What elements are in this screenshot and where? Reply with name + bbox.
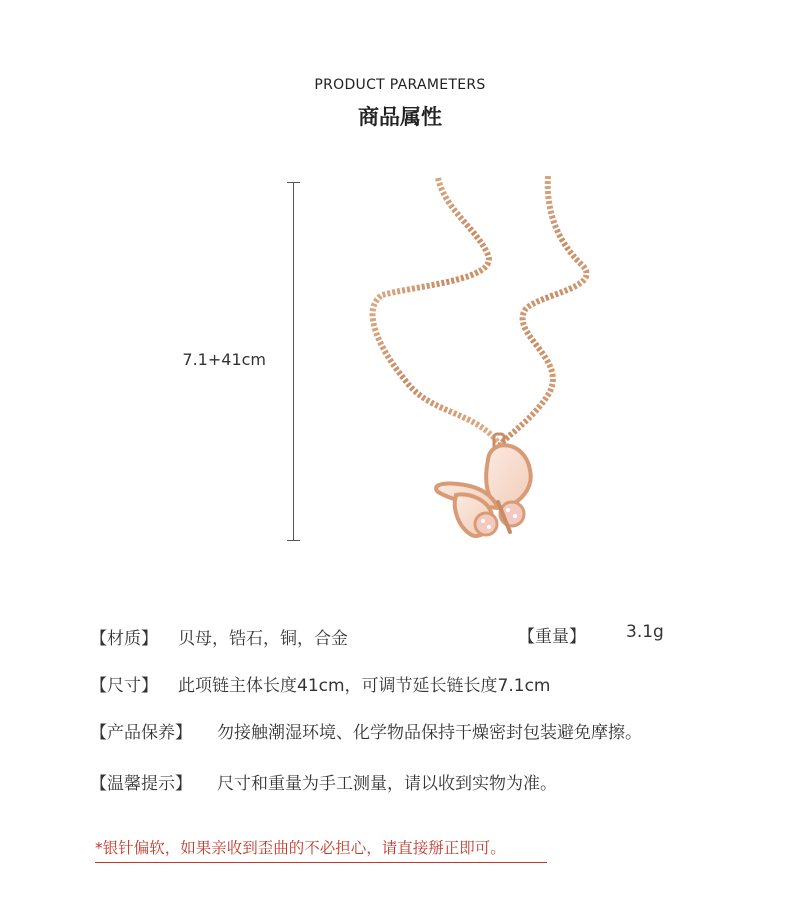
- size-value: 此项链主体长度41cm，可调节延长链长度7.1cm: [178, 676, 551, 696]
- care-note-underline: [95, 862, 547, 863]
- care-label: 【产品保养】: [90, 723, 192, 743]
- weight-label: 【重量】: [518, 627, 586, 647]
- size-label: 【尺寸】: [90, 676, 158, 696]
- page-title-en: PRODUCT PARAMETERS: [314, 77, 486, 93]
- material-label: 【材质】: [90, 629, 158, 649]
- butterfly-necklace-icon: [360, 170, 620, 560]
- product-image: [360, 170, 620, 560]
- dimension-label: 7.1+41cm: [182, 350, 266, 369]
- weight-value: 3.1g: [626, 622, 664, 642]
- tip-label: 【温馨提示】: [90, 774, 192, 794]
- dimension-cap-bottom: [287, 540, 300, 541]
- dimension-cap-top: [287, 182, 300, 183]
- page-title-cn: 商品属性: [358, 105, 442, 129]
- care-value: 勿接触潮湿环境、化学物品保持干燥密封包装避免摩擦。: [217, 723, 642, 743]
- tip-value: 尺寸和重量为手工测量，请以收到实物为准。: [217, 774, 557, 794]
- dimension-line: [293, 182, 294, 541]
- material-value: 贝母，锆石，铜，合金: [178, 629, 348, 649]
- care-note: *银针偏软，如果亲收到歪曲的不必担心，请直接掰正即可。: [95, 839, 506, 857]
